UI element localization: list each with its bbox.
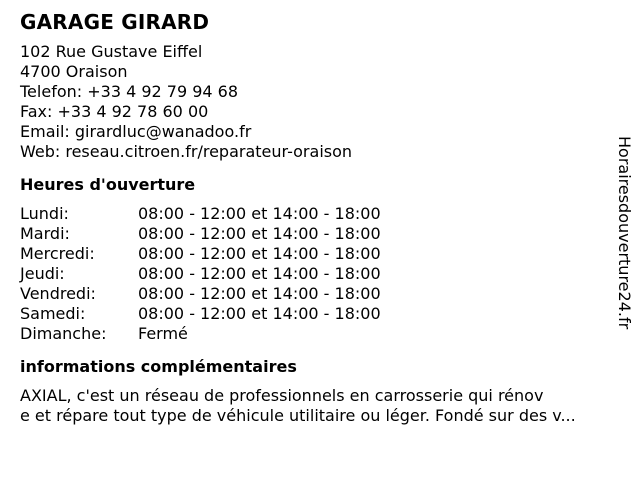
hours-time: 08:00 - 12:00 et 14:00 - 18:00 bbox=[138, 304, 381, 323]
hours-time: 08:00 - 12:00 et 14:00 - 18:00 bbox=[138, 224, 381, 243]
side-brand-text: Horairesdouverture24.fr bbox=[615, 136, 634, 330]
hours-day: Mardi: bbox=[20, 224, 70, 243]
additional-info-text bbox=[20, 386, 610, 426]
hours-row-monday bbox=[20, 204, 610, 224]
business-card bbox=[20, 10, 610, 426]
hours-row-tuesday bbox=[20, 224, 610, 244]
info-text-line: AXIAL, c'est un réseau de professionnels en carrosserie qui rénov bbox=[20, 386, 544, 405]
hours-time: 08:00 - 12:00 et 14:00 - 18:00 bbox=[138, 204, 381, 223]
fax-number: Fax: +33 4 92 78 60 00 bbox=[20, 102, 209, 121]
opening-hours-heading: Heures d'ouverture bbox=[20, 175, 196, 194]
hours-day: Samedi: bbox=[20, 304, 86, 323]
address-city: 4700 Oraison bbox=[20, 62, 128, 81]
hours-day: Jeudi: bbox=[20, 264, 65, 283]
phone-number: Telefon: +33 4 92 79 94 68 bbox=[20, 82, 239, 101]
hours-day: Mercredi: bbox=[20, 244, 95, 263]
info-text-line: e et répare tout type de véhicule utilitaire ou léger. Fondé sur des v... bbox=[20, 406, 576, 425]
email-address: Email: girardluc@wanadoo.fr bbox=[20, 122, 252, 141]
hours-row-saturday bbox=[20, 304, 610, 324]
website-address: Web: reseau.citroen.fr/reparateur-oraison bbox=[20, 142, 353, 161]
hours-day: Vendredi: bbox=[20, 284, 96, 303]
business-name: GARAGE GIRARD bbox=[20, 10, 210, 34]
hours-time: 08:00 - 12:00 et 14:00 - 18:00 bbox=[138, 244, 381, 263]
additional-info-heading: informations complémentaires bbox=[20, 357, 297, 376]
hours-time: 08:00 - 12:00 et 14:00 - 18:00 bbox=[138, 284, 381, 303]
hours-day: Lundi: bbox=[20, 204, 69, 223]
hours-time: Fermé bbox=[138, 324, 188, 343]
hours-time: 08:00 - 12:00 et 14:00 - 18:00 bbox=[138, 264, 381, 283]
hours-day: Dimanche: bbox=[20, 324, 107, 343]
opening-hours-table bbox=[20, 204, 610, 344]
address-street: 102 Rue Gustave Eiffel bbox=[20, 42, 203, 61]
hours-row-friday bbox=[20, 284, 610, 304]
hours-row-thursday bbox=[20, 264, 610, 284]
hours-row-wednesday bbox=[20, 244, 610, 264]
hours-row-sunday bbox=[20, 324, 610, 344]
